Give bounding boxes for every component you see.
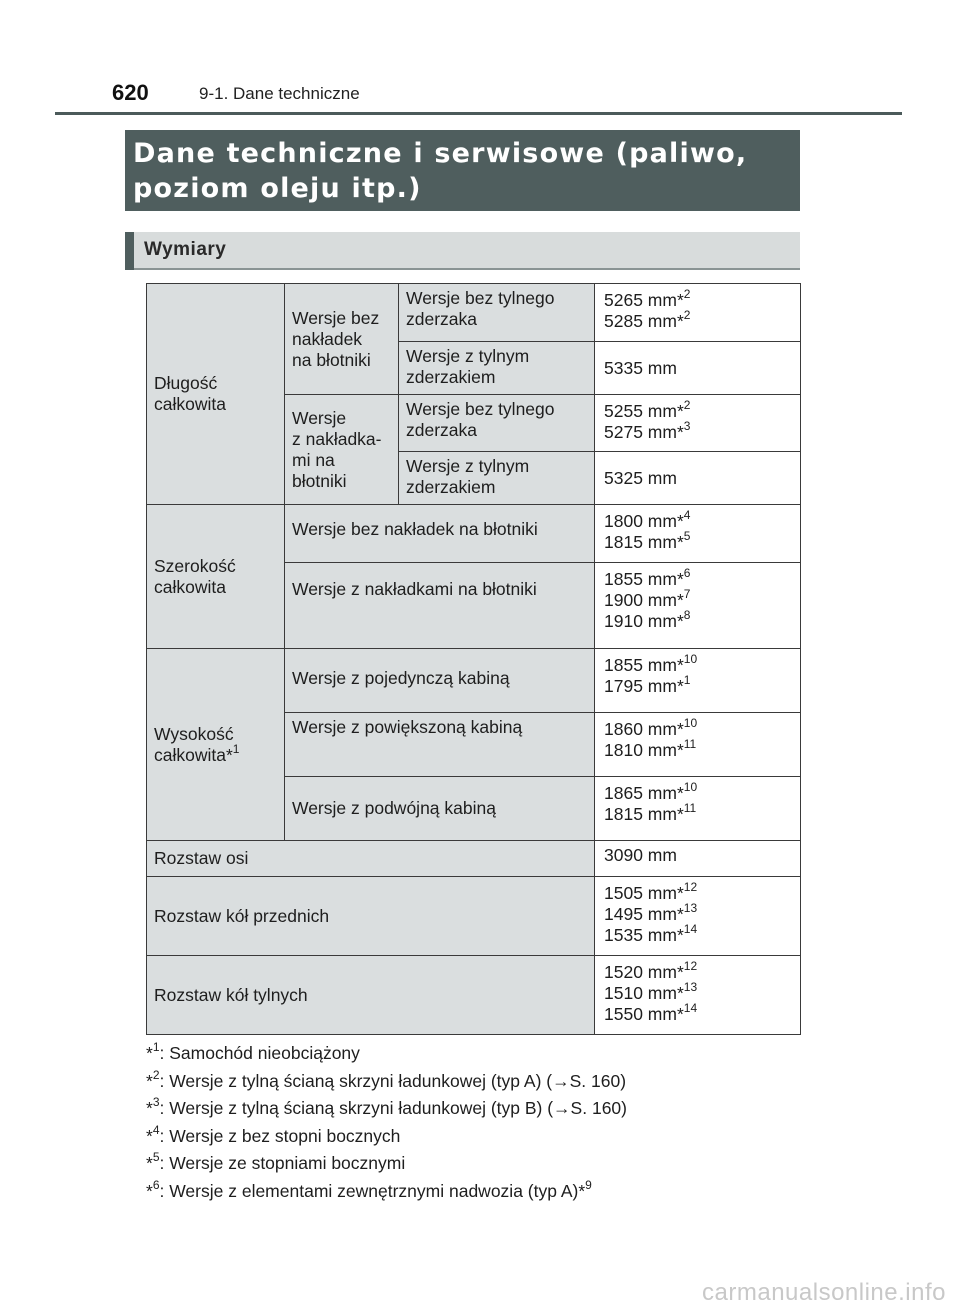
footnote-number: 2 [152, 1067, 160, 1082]
value: 1520 mm* [604, 962, 684, 982]
footnote-ref: 9 [585, 1177, 592, 1192]
value: 1505 mm* [604, 883, 684, 903]
dimensions-table [146, 283, 801, 1035]
length-no-bumper-label: Wersje bez tylnego zderzaka [399, 395, 595, 452]
footnote-ref: 10 [683, 716, 698, 731]
value: 5265 mm* [604, 290, 684, 310]
page-title-line-1: Dane techniczne i serwisowe (paliwo, [133, 138, 748, 169]
footnote: *$^6$: Wersje z elementami zewnętrznymi nadwozia (typ A)*$^9$ [146, 1177, 592, 1201]
front-tread-value-cell [595, 877, 801, 956]
footnote-text: : Wersje ze stopniami bocznymi [159, 1153, 406, 1173]
height-value-cell [595, 713, 801, 777]
footnote-ref: 2 [683, 398, 691, 413]
table-row [147, 649, 801, 713]
length-no-flares-label: Wersje bez nakładek na błotniki [285, 284, 399, 395]
length-label: Długość całkowita [147, 284, 285, 505]
watermark: carmanualsonline.info [702, 1279, 946, 1306]
footnote-ref: 11 [683, 737, 697, 752]
table-row [147, 505, 801, 563]
footnote-ref: 1 [232, 741, 240, 756]
value: 1860 mm* [604, 719, 684, 739]
footnote-ref: 2 [683, 308, 691, 323]
table-row [147, 284, 801, 342]
value: 5285 mm* [604, 311, 684, 331]
footnote-number: 5 [152, 1150, 160, 1165]
value: całkowita* [154, 744, 233, 765]
subheading-bar [125, 232, 800, 270]
footnote-number: 1 [152, 1040, 160, 1055]
width-label: Szerokość całkowita [147, 505, 285, 649]
page-title-line-2: poziom oleju itp.) [133, 173, 422, 204]
footnote-ref: 10 [683, 652, 698, 667]
footnote: *$^5$: Wersje ze stopniami bocznymi [146, 1150, 406, 1173]
length-no-bumper-label: Wersje bez tylnego zderzaka [399, 284, 595, 342]
footnote-ref: 2 [683, 287, 691, 302]
length-value-cell: 5325 mm [595, 452, 801, 505]
footnote-ref: 12 [683, 959, 698, 974]
section-label: 9-1. Dane techniczne [199, 84, 360, 103]
height-single-cab-label: Wersje z pojedynczą kabiną [285, 649, 595, 713]
width-value-cell [595, 505, 801, 563]
page-title [133, 136, 793, 206]
page-number: 620 [112, 80, 149, 105]
footnote-ref: 12 [683, 880, 698, 895]
table-row [147, 956, 801, 1035]
length-with-flares-label: Wersje z nakładka- mi na błotniki [285, 395, 399, 505]
footnote-number: 3 [152, 1095, 160, 1110]
front-tread-label: Rozstaw kół przednich [147, 877, 595, 956]
width-with-flares-label: Wersje z nakładkami na błotniki [285, 563, 595, 649]
footnote: *$^2$: Wersje z tylną ścianą skrzyni ładunkowej (typ A) (→S. 160) [146, 1067, 627, 1091]
footnote-ref: 13 [683, 980, 698, 995]
length-value-cell [595, 284, 801, 342]
footnote-ref: 14 [683, 922, 698, 937]
footnote-ref: 6 [683, 566, 691, 581]
footnote-text: : Samochód nieobciążony [159, 1043, 360, 1063]
value: 5255 mm* [604, 401, 684, 421]
footnote: *$^1$: Samochód nieobciążony [146, 1040, 360, 1063]
length-rear-bumper-label: Wersje z tylnym zderzakiem [399, 452, 595, 505]
footnote: *$^4$: Wersje z bez stopni bocznych [146, 1122, 401, 1146]
height-label: Wysokość całkowita*$^1$ [147, 649, 285, 841]
height-value-cell [595, 777, 801, 841]
value: 1795 mm* [604, 676, 684, 696]
table-row [147, 877, 801, 956]
footnote-text: : Wersje z elementami zewnętrznymi nadwozia (typ A)* [159, 1180, 586, 1201]
value: 1855 mm* [604, 655, 684, 675]
value: 1865 mm* [604, 783, 684, 803]
value: 1535 mm* [604, 925, 684, 945]
footnote-number: 4 [152, 1122, 160, 1137]
footnote: *$^3$: Wersje z tylną ścianą skrzyni ładunkowej (typ B) (→S. 160) [146, 1095, 627, 1118]
value: 1815 mm* [604, 804, 684, 824]
footnote-number: 6 [152, 1177, 160, 1192]
width-no-flares-label: Wersje bez nakładek na błotniki [285, 505, 595, 563]
wheelbase-value: 3090 mm [595, 841, 801, 877]
length-value-cell: 5335 mm [595, 342, 801, 395]
rear-tread-value-cell [595, 956, 801, 1035]
footnote-ref: 14 [683, 1001, 698, 1016]
rear-tread-label: Rozstaw kół tylnych [147, 956, 595, 1035]
wheelbase-label: Rozstaw osi [147, 841, 595, 877]
height-value-cell [595, 649, 801, 713]
footnotes [146, 1040, 846, 1208]
value: 5275 mm* [604, 422, 684, 442]
value: 1815 mm* [604, 532, 684, 552]
footnote-text: : Wersje z bez stopni bocznych [159, 1125, 401, 1146]
width-value-cell [595, 563, 801, 649]
table-row [147, 841, 801, 877]
footnote-ref: 11 [683, 801, 697, 816]
footnote-ref: 1 [683, 673, 691, 688]
footnote-ref: 10 [683, 780, 698, 795]
value: 1550 mm* [604, 1004, 684, 1024]
height-extended-cab-label: Wersje z powiększoną kabiną [285, 713, 595, 777]
height-double-cab-label: Wersje z podwójną kabiną [285, 777, 595, 841]
value: 1910 mm* [604, 611, 684, 631]
footnote-ref: 3 [683, 419, 691, 434]
subheading: Wymiary [144, 239, 227, 260]
length-value-cell [595, 395, 801, 452]
value: 1855 mm* [604, 569, 684, 589]
value: 1800 mm* [604, 511, 684, 531]
footnote-ref: 7 [683, 587, 691, 602]
value: 1495 mm* [604, 904, 684, 924]
footnote-ref: 5 [683, 529, 691, 544]
footnote-ref: 4 [683, 508, 691, 523]
footnote-ref: 13 [683, 901, 698, 916]
title-banner [125, 130, 800, 211]
value: 1510 mm* [604, 983, 684, 1003]
header-rule [55, 112, 902, 115]
footnote-text: : Wersje z tylną ścianą skrzyni ładunkowej (typ B) (→S. 160) [159, 1098, 627, 1118]
footnote-text: : Wersje z tylną ścianą skrzyni ładunkowej (typ A) (→S. 160) [159, 1070, 627, 1091]
footnote-ref: 8 [683, 608, 691, 623]
value: 1900 mm* [604, 590, 684, 610]
value: 1810 mm* [604, 740, 684, 760]
subheading-accent [125, 232, 134, 270]
length-rear-bumper-label: Wersje z tylnym zderzakiem [399, 342, 595, 395]
